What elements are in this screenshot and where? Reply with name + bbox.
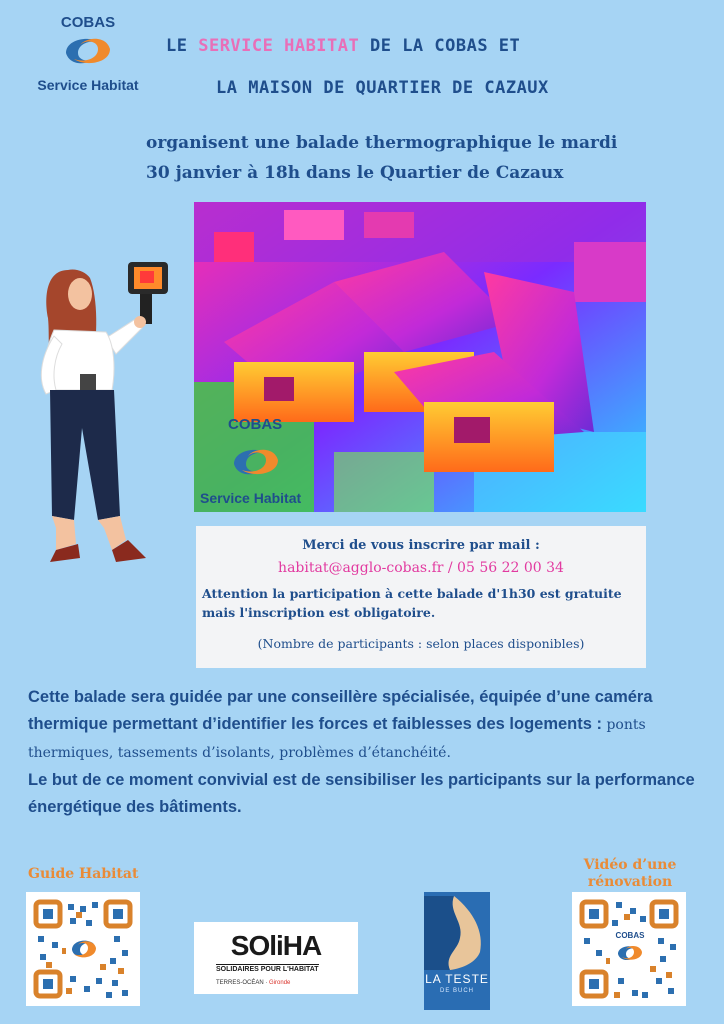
thermal-house-photo: [194, 202, 646, 512]
wave-icon: [56, 31, 120, 71]
description-text: [28, 684, 708, 821]
headline-prefix: LE: [166, 36, 199, 56]
woman-with-camera-illustration: [16, 258, 186, 614]
registration-contact-link[interactable]: habitat@agglo-cobas.fr / 05 56 22 00 34: [278, 560, 564, 576]
soliha-location-region: Gironde: [269, 980, 291, 986]
description-paragraph-1: [28, 684, 708, 767]
description-p1-bold: Cette balade sera guidée par une conseillère spécialisée, équipée d’une caméra thermique permettant d’identifier les forces et faiblesses des logements :: [28, 688, 653, 733]
la-teste-sub: DE BUCH: [439, 988, 474, 994]
video-renovation-label: Vidéo d’une rénovation: [583, 857, 677, 890]
qr-badge-text: COBAS: [615, 931, 645, 940]
soliha-tagline: SOLIDAIRES POUR L'HABITAT: [216, 966, 319, 973]
la-teste-de-buch-logo: [424, 892, 490, 1010]
registration-capacity: (Nombre de participants : selon places disponibles): [257, 636, 585, 651]
cobas-logo: [24, 14, 152, 93]
headline-suffix: DE LA COBAS ET: [359, 36, 521, 56]
headline-highlight: SERVICE HABITAT: [198, 36, 360, 56]
description-p1-regular: ponts thermiques, tassements d’isolants, problèmes d’étanchéité.: [28, 717, 646, 761]
logo-brand: COBAS: [60, 14, 116, 31]
registration-notice: Attention la participation à cette balade d'1h30 est gratuite mais l'inscription est obligatoire.: [202, 586, 622, 620]
registration-box: [196, 526, 646, 668]
soliha-name: SOliHA: [230, 930, 322, 961]
intro-line-1: organisent une balade thermographique le mardi: [146, 133, 618, 153]
registration-instruction: Merci de vous inscrire par mail :: [302, 538, 540, 553]
guide-habitat-label: Guide Habitat: [28, 866, 139, 882]
qr-code-guide-habitat[interactable]: [26, 892, 140, 1006]
photo-overlay-brand: COBAS: [228, 416, 283, 433]
intro-line-2: 30 janvier à 18h dans le Quartier de Cazaux: [146, 163, 564, 183]
photo-overlay-subtitle: Service Habitat: [200, 490, 302, 506]
logo-subtitle: Service Habitat: [37, 77, 139, 93]
soliha-logo: [194, 922, 358, 994]
headline-line-1: [166, 36, 520, 56]
description-p2-bold: Le but de ce moment convivial est de sensibiliser les participants sur la performance énergétique des bâtiments.: [28, 771, 695, 816]
description-paragraph-2: [28, 767, 708, 821]
headline-line-2: LA MAISON DE QUARTIER DE CAZAUX: [216, 78, 549, 98]
la-teste-name: LA TESTE: [425, 972, 489, 986]
intro-text: [146, 128, 706, 188]
qr-code-video-renovation[interactable]: [572, 892, 686, 1006]
soliha-location-prefix: TERRES-OCÉAN ·: [216, 980, 270, 986]
soliha-location: [216, 980, 290, 986]
